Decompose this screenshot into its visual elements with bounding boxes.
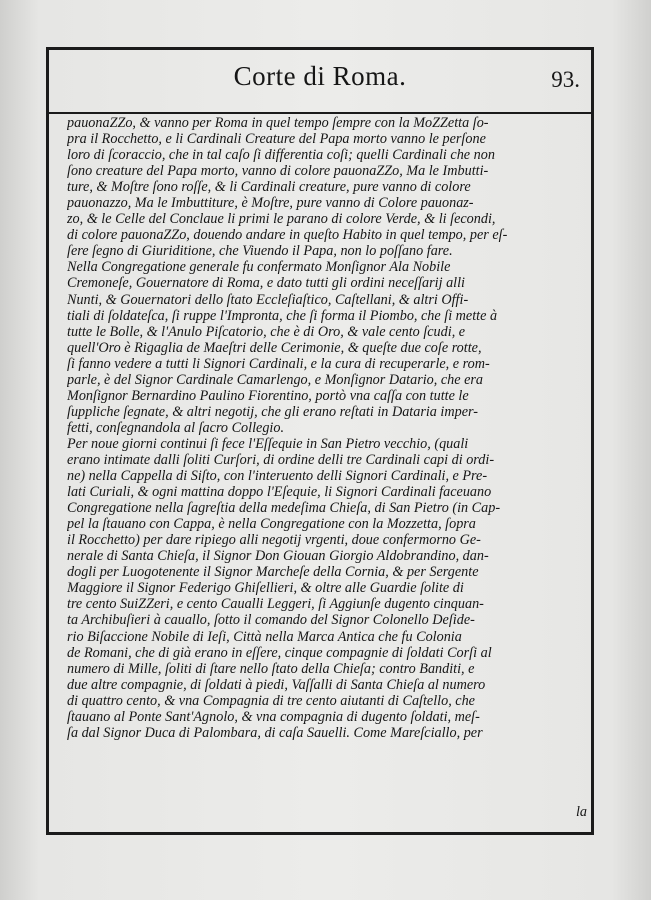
text-line: ſuppliche ſegnate, & altri negotij, che gli erano reſtati in Dataria imper-: [67, 403, 478, 420]
text-line: ne) nella Cappella di Siſto, con l'interuento delli Signori Cardinali, e Pre-: [67, 468, 488, 485]
text-line: Monſignor Bernardino Paulino Fiorentino, portò vna caſſa con tutte le: [67, 387, 469, 404]
text-line: dogli per Luogotenente il Signor Marcheſe della Cornia, & per Sergente: [67, 564, 479, 581]
text-line: pauonazzo, Ma le Imbuttiture, è Moſtre, pure vanno di Colore pauonaz-: [67, 195, 474, 212]
text-line: ſere ſegno di Giuriditione, che Viuendo il Papa, non lo poſſano fare.: [67, 243, 453, 260]
page-number: 93.: [551, 67, 580, 92]
text-line: pel la ſtauano con Cappa, è nella Congregatione con la Mozzetta, ſopra: [67, 516, 476, 533]
text-line: Nella Congregatione generale fu confermato Monſignor Ala Nobile: [67, 259, 451, 276]
text-line: quell'Oro è Rigaglia de Maeſtri delle Cerimonie, & queſte due coſe rotte,: [67, 339, 482, 356]
text-line: due altre compagnie, di ſoldati à piedi, Vaſſalli di Santa Chieſa al numero: [67, 676, 486, 693]
text-line: de Romani, che di già erano in eſſere, cinque compagnie di ſoldati Corſi al: [67, 644, 492, 661]
text-line: nerale di Santa Chieſa, il Signor Don Giouan Giorgio Aldobrandino, dan-: [67, 548, 489, 565]
text-line: tutte le Bolle, & l'Anulo Piſcatorio, che è di Oro, & vale cento ſcudi, e: [67, 323, 466, 340]
text-line: ſi fanno vedere a tutti li Signori Cardinali, e la cura di recuperarle, e rom-: [67, 355, 490, 372]
text-line: di quattro cento, & vna Compagnia di tre cento aiutanti di Caſtello, che: [67, 692, 475, 709]
text-line: ſa dal Signor Duca di Palombara, di caſa Sauelli. Come Mareſciallo, per: [67, 724, 483, 741]
text-line: tiali di ſoldateſca, ſi ruppe l'Impronta, che ſi forma il Piombo, che ſi mette à: [67, 307, 498, 324]
text-line: ſtauano al Ponte Sant'Agnolo, & vna compagnia di dugento ſoldati, meſ-: [67, 708, 480, 725]
text-line: Maggiore il Signor Federigo Ghiſellieri, & oltre alle Guardie ſolite di: [67, 580, 464, 597]
running-head: [46, 55, 594, 103]
text-line: pauonaZZo, & vanno per Roma in quel tempo ſempre con la MoZZetta ſo-: [67, 115, 489, 131]
text-line: parle, è del Signor Cardinale Camarlengo, e Monſignor Datario, che era: [67, 371, 483, 388]
text-line: Nunti, & Gouernatori dello ſtato Eccleſiaſtico, Caſtellani, & altri Offi-: [67, 291, 469, 308]
text-line: ture, & Moſtre ſono roſſe, & li Cardinali creature, pure vanno di colore: [67, 179, 471, 196]
text-line: Congregatione nella ſagreſtia della medeſima Chieſa, di San Pietro (in Cap-: [67, 500, 501, 517]
header-rule: [46, 112, 594, 114]
text-line: erano intimate dalli ſoliti Curſori, di ordine delli tre Cardinali capi di ordi-: [67, 451, 495, 468]
text-line: tre cento SuiZZeri, e cento Caualli Leggeri, ſi Aggiunſe dugento cinquan-: [67, 596, 484, 613]
running-title: Corte di Roma.: [233, 61, 407, 91]
text-line: lati Curiali, & ogni mattina doppo l'Eſequie, li Signori Cardinali faceuano: [67, 484, 492, 501]
text-line: zo, & le Celle del Conclaue li primi le parano di colore Verde, & li ſecondi,: [67, 211, 496, 228]
text-line: Cremoneſe, Gouernatore di Roma, e dato tutti gli ordini neceſſarij alli: [67, 275, 465, 292]
text-line: ta Archibuſieri à cauallo, ſotto il comando del Signor Colonello Deſide-: [67, 612, 475, 629]
text-line: il Rocchetto) per dare ripiego alli negotij vrgenti, doue confermorno Ge-: [67, 532, 481, 549]
text-line: loro di ſcoraccio, che in tal caſo ſi differentia coſi; quelli Cardinali che non: [67, 147, 495, 164]
text-line: numero di Mille, ſoliti di ſtare nello ſtato della Chieſa; contro Banditi, e: [67, 660, 475, 677]
text-line: Per noue giorni continui ſi fece l'Eſſequie in San Pietro vecchio, (quali: [67, 435, 469, 452]
text-line: pra il Rocchetto, e li Cardinali Creature del Papa morto vanno le perſone: [67, 131, 486, 148]
text-line: di colore pauonaZZo, douendo andare in queſto Habito in quel tempo, per eſ-: [67, 227, 508, 244]
catchword: la: [575, 804, 587, 820]
text-line: ſono creature del Papa morto, vanno di colore pauonaZZo, Ma le Imbutti-: [67, 163, 489, 180]
body-text: [67, 115, 585, 741]
text-line: rio Biſaccione Nobile di Ieſi, Città nella Marca Antica che fu Colonia: [67, 628, 462, 645]
text-line: fetti, conſegnandola al ſacro Collegio.: [67, 419, 284, 436]
